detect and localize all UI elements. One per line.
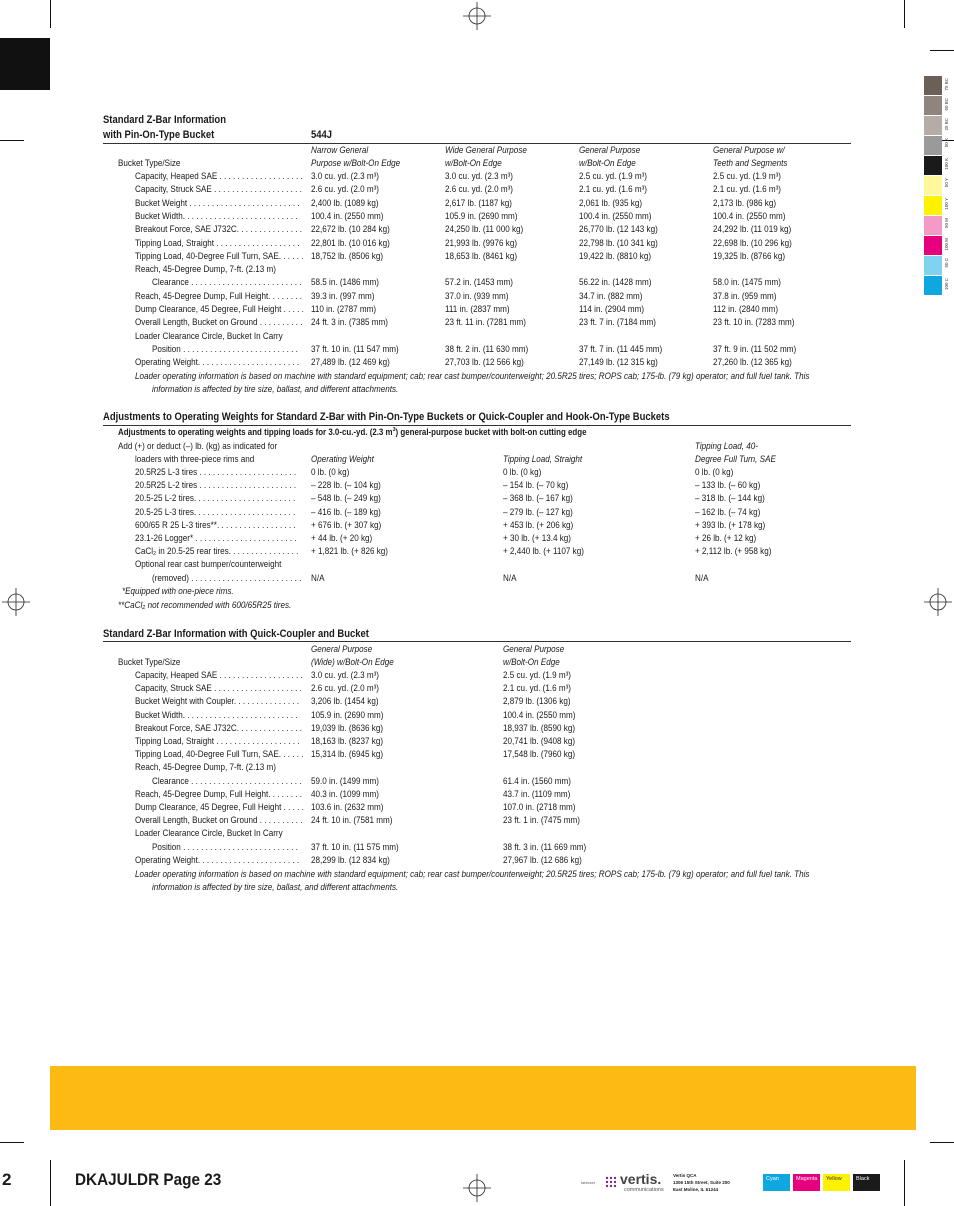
row-value: – 154 lb. (– 70 kg)	[503, 480, 569, 491]
row-label: Position . . . . . . . . . . . . . . . . . . . . . . . . . .	[152, 343, 298, 354]
color-swatch	[924, 116, 942, 135]
row-value: 23 ft. 7 in. (7184 mm)	[579, 317, 656, 328]
color-box-cyan: Cyan	[763, 1174, 790, 1191]
row-value: 58.5 in. (1486 mm)	[311, 277, 379, 288]
table-row	[0, 776, 954, 788]
color-box-black: Black	[853, 1174, 880, 1191]
row-value: 22,798 lb. (10 341 kg)	[579, 237, 658, 248]
color-swatch-label: 50 K	[944, 138, 949, 148]
row-value: N/A	[311, 572, 325, 583]
row-value: 3.0 cu. yd. (2.3 m³)	[311, 670, 379, 680]
intro-text-text: loaders with three-piece rims and	[135, 454, 255, 464]
footnote-text: information is affected by tire size, ballast, and different attachments.	[152, 384, 399, 394]
row-label: Tipping Load, Straight . . . . . . . . . . . . . . . . . . .	[135, 237, 300, 248]
bucket-type-label-text: Bucket Type/Size	[118, 657, 181, 667]
column-header-text: Tipping Load, 40-	[695, 441, 758, 451]
row-value: – 228 lb. (– 104 kg)	[311, 480, 381, 491]
row-value: – 416 lb. (– 189 kg)	[311, 506, 381, 517]
table-row	[0, 251, 954, 263]
row-value: 61.4 in. (1560 mm)	[503, 775, 571, 786]
table-row	[0, 696, 954, 708]
row-value: 22,698 lb. (10 296 kg)	[713, 237, 792, 248]
color-swatch	[924, 76, 942, 95]
row-value: 57.2 in. (1453 mm)	[445, 277, 513, 288]
table-row	[0, 723, 954, 735]
row-value: + 453 lb. (+ 206 kg)	[503, 519, 574, 530]
row-value: 40.3 in. (1099 mm)	[311, 788, 379, 799]
row-value: 43.7 in. (1109 mm)	[503, 788, 571, 799]
row-value: 110 in. (2787 mm)	[311, 304, 377, 314]
row-value: 107.0 in. (2718 mm)	[503, 802, 576, 812]
row-label: Reach, 45-Degree Dump, 7-ft. (2.13 m)	[135, 762, 276, 773]
row-value: 100.4 in. (2550 mm)	[503, 709, 576, 720]
row-value: – 318 lb. (– 144 kg)	[695, 493, 765, 504]
row-label: Reach, 45-Degree Dump, Full Height. . . . . . . .	[135, 788, 303, 799]
section3-rule	[103, 641, 851, 642]
accent-bar	[50, 1066, 916, 1130]
row-value: N/A	[695, 572, 709, 583]
row-value: 37 ft. 10 in. (11 575 mm)	[311, 841, 399, 852]
section2-title: Adjustments to Operating Weights for Standard Z-Bar with Pin-On-Type Buckets or Quick-Coupler and Hook-On-Type Buckets	[103, 411, 670, 423]
row-label: Tipping Load, 40-Degree Full Turn, SAE. . . . . .	[135, 250, 304, 261]
row-value: + 1,821 lb. (+ 826 kg)	[311, 546, 389, 557]
row-value: 37.0 in. (939 mm)	[445, 290, 509, 301]
table-row	[0, 533, 954, 545]
row-value: 0 lb. (0 kg)	[311, 467, 350, 477]
column-header-text: w/Bolt-On Edge	[579, 158, 636, 168]
table-row	[0, 670, 954, 682]
table-row	[0, 546, 954, 558]
row-value: N/A	[503, 572, 517, 583]
footnote-text: *Equipped with one-piece rims.	[122, 586, 234, 596]
row-value: 2.6 cu. yd. (2.0 m³)	[311, 683, 379, 694]
table-row	[0, 828, 954, 840]
row-value: 26,770 lb. (12 143 kg)	[579, 224, 658, 235]
row-value: 28,299 lb. (12 834 kg)	[311, 854, 390, 865]
footnote-text: Loader operating information is based on machine with standard equipment; cab; rear cast bumper/counterweight; 20.5R25 tires; ROPS cab; 175-lb. (79 kg) operator; and full fuel tank. This	[135, 371, 810, 381]
column-header-text: w/Bolt-On Edge	[503, 657, 560, 667]
column-header-text: (Wide) w/Bolt-On Edge	[311, 657, 394, 667]
crop-mark	[50, 0, 51, 28]
table-row	[0, 802, 954, 814]
row-value: + 2,112 lb. (+ 958 kg)	[695, 546, 772, 557]
crop-mark	[904, 1160, 905, 1206]
row-value: 111 in. (2837 mm)	[445, 304, 510, 314]
printer-address-1: Vertis QCA	[673, 1173, 697, 1178]
footnote-text: Loader operating information is based on machine with standard equipment; cab; rear cast bumper/counterweight; 20.5R25 tires; ROPS cab; 175-lb. (79 kg) operator; and full fuel tank. This	[135, 869, 810, 879]
row-value: 37 ft. 7 in. (11 445 mm)	[579, 343, 663, 354]
page-number: 2	[2, 1170, 12, 1189]
row-value: 2,617 lb. (1187 kg)	[445, 197, 512, 208]
crop-mark	[930, 1142, 954, 1143]
row-value: 100.4 in. (2550 mm)	[713, 210, 786, 221]
row-value: – 162 lb. (– 74 kg)	[695, 506, 761, 517]
row-value: 103.6 in. (2632 mm)	[311, 802, 384, 812]
footnote-text: **CaCl₂ not recommended with 600/65R25 tires.	[118, 600, 292, 610]
bucket-type-label-text: Bucket Type/Size	[118, 158, 181, 168]
row-label: 20.5-25 L-3 tires. . . . . . . . . . . . . . . . . . . . . . .	[135, 506, 296, 517]
row-label: Reach, 45-Degree Dump, 7-ft. (2.13 m)	[135, 264, 276, 275]
row-value: 24 ft. 10 in. (7581 mm)	[311, 815, 393, 826]
table-row	[0, 277, 954, 289]
table-row	[0, 184, 954, 196]
row-label: Breakout Force, SAE J732C. . . . . . . . . . . . . . .	[135, 722, 303, 733]
section2-rule	[103, 425, 851, 426]
row-value: 114 in. (2904 mm)	[579, 304, 645, 314]
table-row	[0, 357, 954, 369]
row-value: + 44 lb. (+ 20 kg)	[311, 533, 373, 543]
printer-address-2: 1306 15th Street, Suite 200	[673, 1180, 730, 1185]
column-header-text: w/Bolt-On Edge	[445, 158, 502, 168]
row-value: 58.0 in. (1475 mm)	[713, 277, 781, 288]
section1-title-line2: with Pin-On-Type Bucket	[103, 129, 215, 141]
row-value: 24,250 lb. (11 000 kg)	[445, 224, 524, 235]
row-value: 39.3 in. (997 mm)	[311, 290, 375, 301]
row-value: 0 lb. (0 kg)	[695, 467, 734, 477]
row-label: Overall Length, Bucket on Ground . . . . . . . . . .	[135, 317, 303, 328]
row-label: Operating Weight. . . . . . . . . . . . . . . . . . . . . . .	[135, 854, 300, 865]
row-value: 2.6 cu. yd. (2.0 m³)	[311, 184, 379, 195]
color-swatch-label: 50 M	[944, 218, 949, 229]
row-label: 20.5R25 L-2 tires . . . . . . . . . . . . . . . . . . . . . .	[135, 480, 297, 491]
row-value: 15,314 lb. (6945 kg)	[311, 749, 384, 760]
table-row	[0, 291, 954, 303]
table-row	[0, 736, 954, 748]
row-value: 3,206 lb. (1454 kg)	[311, 696, 379, 707]
table-row	[0, 211, 954, 223]
row-label: Loader Clearance Circle, Bucket In Carry	[135, 828, 283, 839]
row-value: 24,292 lb. (11 019 kg)	[713, 224, 792, 235]
section1-rule	[103, 143, 851, 144]
row-value: 105.9 in. (2690 mm)	[445, 210, 518, 221]
row-value: 105.9 in. (2690 mm)	[311, 709, 384, 720]
row-label: Bucket Width. . . . . . . . . . . . . . . . . . . . . . . . . .	[135, 709, 298, 720]
row-value: 2.1 cu. yd. (1.6 m³)	[503, 683, 571, 694]
row-value: 2.6 cu. yd. (2.0 m³)	[445, 184, 513, 195]
printer-address-3: East Moline, IL 61244	[673, 1187, 719, 1192]
table-row	[0, 573, 954, 585]
row-value: + 676 lb. (+ 307 kg)	[311, 519, 382, 530]
row-value: 19,422 lb. (8810 kg)	[579, 250, 652, 261]
row-value: 23 ft. 11 in. (7281 mm)	[445, 317, 526, 328]
row-value: 37 ft. 10 in. (11 547 mm)	[311, 343, 399, 354]
crop-mark	[0, 1142, 24, 1143]
model-number: 544J	[311, 129, 333, 141]
row-label: 23.1-26 Logger* . . . . . . . . . . . . . . . . . . . . . . .	[135, 533, 297, 543]
table-row	[0, 493, 954, 505]
row-value: 112 in. (2840 mm)	[713, 304, 779, 314]
section3-title: Standard Z-Bar Information with Quick-Coupler and Bucket	[103, 628, 369, 640]
table-row	[0, 238, 954, 250]
row-value: 3.0 cu. yd. (2.3 m³)	[311, 171, 379, 181]
column-header-text: General Purpose	[503, 644, 565, 654]
color-swatch	[924, 96, 942, 115]
row-value: 2,400 lb. (1089 kg)	[311, 197, 379, 208]
row-label: Position . . . . . . . . . . . . . . . . . . . . . . . . . .	[152, 841, 298, 852]
crop-mark	[50, 1160, 51, 1206]
row-label: 20.5-25 L-2 tires. . . . . . . . . . . . . . . . . . . . . . .	[135, 493, 296, 504]
row-label: Bucket Weight with Coupler. . . . . . . . . . . . . . .	[135, 696, 300, 707]
row-value: 23 ft. 1 in. (7475 mm)	[503, 815, 580, 826]
row-label: Capacity, Heaped SAE . . . . . . . . . . . . . . . . . . .	[135, 670, 303, 680]
table-row	[0, 317, 954, 329]
row-label: CaCl₂ in 20.5-25 rear tires. . . . . . . . . . . . . . . .	[135, 546, 299, 557]
intro-text-text: Add (+) or deduct (–) lb. (kg) as indicated for	[118, 441, 278, 451]
row-value: 27,260 lb. (12 365 kg)	[713, 357, 792, 368]
registration-mark-icon	[463, 1174, 491, 1202]
row-value: 27,149 lb. (12 315 kg)	[579, 357, 658, 368]
row-value: 2.1 cu. yd. (1.6 m³)	[713, 184, 781, 195]
row-value: 19,325 lb. (8766 kg)	[713, 250, 786, 261]
crop-mark	[904, 0, 905, 28]
table-row	[0, 683, 954, 695]
row-label: Optional rear cast bumper/counterweight	[135, 559, 282, 570]
table-row	[0, 467, 954, 479]
table-row	[0, 815, 954, 827]
row-value: 18,653 lb. (8461 kg)	[445, 250, 518, 261]
column-header-text: Degree Full Turn, SAE	[695, 454, 776, 464]
row-value: 2,061 lb. (935 kg)	[579, 197, 643, 208]
printer-tag: tableset	[581, 1180, 596, 1185]
table-row	[0, 344, 954, 356]
black-corner-tab	[0, 38, 50, 90]
column-header-text: Purpose w/Bolt-On Edge	[311, 158, 401, 168]
row-label: Breakout Force, SAE J732C. . . . . . . . . . . . . . .	[135, 224, 303, 235]
color-swatch-label: 100 Y	[944, 198, 949, 210]
column-header-text: Wide General Purpose	[445, 145, 527, 155]
row-label: Capacity, Struck SAE . . . . . . . . . . . . . . . . . . . .	[135, 184, 302, 195]
column-header-text: General Purpose	[311, 644, 373, 654]
row-label: (removed) . . . . . . . . . . . . . . . . . . . . . . . . .	[152, 572, 302, 583]
row-label: Capacity, Heaped SAE . . . . . . . . . . . . . . . . . . .	[135, 171, 303, 181]
row-label: Clearance . . . . . . . . . . . . . . . . . . . . . . . . .	[152, 277, 302, 288]
table-row	[0, 264, 954, 276]
row-label: Clearance . . . . . . . . . . . . . . . . . . . . . . . . .	[152, 775, 302, 786]
column-header-text: Narrow General	[311, 145, 369, 155]
table-row	[0, 789, 954, 801]
row-value: 2.5 cu. yd. (1.9 m³)	[503, 670, 571, 680]
color-swatch-label: 50 C	[944, 258, 949, 268]
table-row	[0, 331, 954, 343]
color-swatch-label: 100 C	[944, 278, 949, 291]
table-row	[0, 842, 954, 854]
table-row	[0, 480, 954, 492]
row-value: 18,937 lb. (8590 kg)	[503, 722, 576, 733]
registration-mark-icon	[924, 588, 952, 616]
row-label: Tipping Load, 40-Degree Full Turn, SAE. . . . . .	[135, 749, 304, 760]
row-value: 18,163 lb. (8237 kg)	[311, 736, 384, 746]
section1-title-line1: Standard Z-Bar Information	[103, 114, 226, 126]
row-label: Operating Weight. . . . . . . . . . . . . . . . . . . . . . .	[135, 357, 300, 368]
column-header-text: Operating Weight	[311, 454, 374, 464]
color-swatch-label: 50 BC	[944, 98, 949, 111]
table-row	[0, 507, 954, 519]
page-slug: DKAJULDR Page 23	[75, 1170, 222, 1189]
row-label: Dump Clearance, 45 Degree, Full Height . . . . .	[135, 802, 304, 812]
row-value: 2,879 lb. (1306 kg)	[503, 696, 571, 707]
column-header-text: Teeth and Segments	[713, 158, 788, 168]
color-swatch-label: 100 M	[944, 238, 949, 251]
row-value: 34.7 in. (882 mm)	[579, 290, 643, 301]
row-value: 2.5 cu. yd. (1.9 m³)	[713, 171, 781, 181]
row-value: – 133 lb. (– 60 kg)	[695, 480, 761, 491]
row-value: 100.4 in. (2550 mm)	[311, 210, 384, 221]
row-value: 20,741 lb. (9408 kg)	[503, 736, 576, 746]
table-row	[0, 304, 954, 316]
row-value: 27,703 lb. (12 566 kg)	[445, 357, 524, 368]
vertis-brand: vertis.	[620, 1171, 662, 1187]
row-value: 21,993 lb. (9976 kg)	[445, 237, 518, 248]
table-row	[0, 171, 954, 183]
row-label: Reach, 45-Degree Dump, Full Height. . . . . . . .	[135, 290, 303, 301]
row-value: 19,039 lb. (8636 kg)	[311, 722, 384, 733]
row-value: – 368 lb. (– 167 kg)	[503, 493, 573, 504]
column-header-text: General Purpose w/	[713, 145, 785, 155]
color-box-yellow: Yellow	[823, 1174, 850, 1191]
row-label: Dump Clearance, 45 Degree, Full Height . . . . .	[135, 304, 304, 314]
table-row	[0, 198, 954, 210]
row-label: Capacity, Struck SAE . . . . . . . . . . . . . . . . . . . .	[135, 683, 302, 694]
row-value: 59.0 in. (1499 mm)	[311, 775, 379, 786]
row-value: 27,489 lb. (12 469 kg)	[311, 357, 390, 368]
row-label: Bucket Width. . . . . . . . . . . . . . . . . . . . . . . . . .	[135, 210, 298, 221]
color-swatch-label: 75 BC	[944, 78, 949, 91]
section2-subtitle: Adjustments to operating weights and tipping loads for 3.0-cu.-yd. (2.3 $m^3$) general-purpose bucket with bolt-on cutting edge	[118, 427, 587, 437]
row-value: 56.22 in. (1428 mm)	[579, 277, 652, 288]
row-value: 17,548 lb. (7960 kg)	[503, 749, 576, 760]
row-value: 27,967 lb. (12 686 kg)	[503, 854, 582, 865]
row-value: – 279 lb. (– 127 kg)	[503, 506, 573, 517]
row-value: + 30 lb. (+ 13.4 kg)	[503, 533, 571, 543]
footnote-text: information is affected by tire size, ballast, and different attachments.	[152, 882, 399, 892]
row-label: Tipping Load, Straight . . . . . . . . . . . . . . . . . . .	[135, 736, 300, 746]
color-swatch-label: 100 K	[944, 158, 949, 170]
registration-mark-icon	[463, 2, 491, 30]
row-label: Bucket Weight . . . . . . . . . . . . . . . . . . . . . . . . .	[135, 197, 300, 208]
color-box-magenta: Magenta	[793, 1174, 820, 1191]
row-value: 0 lb. (0 kg)	[503, 467, 542, 477]
vertis-logo-icon	[605, 1175, 617, 1187]
row-value: + 26 lb. (+ 12 kg)	[695, 533, 757, 543]
row-value: 2,173 lb. (986 kg)	[713, 197, 777, 208]
table-row	[0, 762, 954, 774]
table-row	[0, 520, 954, 532]
row-value: 22,672 lb. (10 284 kg)	[311, 224, 390, 235]
registration-mark-icon	[2, 588, 30, 616]
row-value: 24 ft. 3 in. (7385 mm)	[311, 317, 388, 328]
row-value: 2.5 cu. yd. (1.9 m³)	[579, 171, 647, 181]
row-value: 38 ft. 2 in. (11 630 mm)	[445, 343, 529, 354]
color-swatch-label: 25 BC	[944, 118, 949, 131]
row-value: – 548 lb. (– 249 kg)	[311, 493, 381, 504]
row-value: 37 ft. 9 in. (11 502 mm)	[713, 343, 797, 354]
color-swatch	[924, 136, 942, 155]
table-row	[0, 710, 954, 722]
color-swatch-label: 50 Y	[944, 178, 949, 188]
row-value: 2.1 cu. yd. (1.6 m³)	[579, 184, 647, 195]
row-value: 37.8 in. (959 mm)	[713, 290, 777, 301]
table-row	[0, 855, 954, 867]
row-value: 100.4 in. (2550 mm)	[579, 210, 652, 221]
row-value: 23 ft. 10 in. (7283 mm)	[713, 317, 795, 328]
row-value: + 2,440 lb. (+ 1107 kg)	[503, 546, 584, 557]
row-label: Loader Clearance Circle, Bucket In Carry	[135, 330, 283, 341]
vertis-sub: communications	[624, 1187, 664, 1193]
crop-mark	[0, 140, 24, 141]
table-row	[0, 224, 954, 236]
row-label: Overall Length, Bucket on Ground . . . . . . . . . .	[135, 815, 303, 826]
column-header-text: General Purpose	[579, 145, 641, 155]
row-value: 3.0 cu. yd. (2.3 m³)	[445, 171, 513, 181]
row-label: 20.5R25 L-3 tires . . . . . . . . . . . . . . . . . . . . . .	[135, 467, 297, 477]
column-header-text: Tipping Load, Straight	[503, 454, 583, 464]
row-value: + 393 lb. (+ 178 kg)	[695, 519, 766, 530]
row-value: 18,752 lb. (8506 kg)	[311, 250, 384, 261]
row-label: 600/65 R 25 L-3 tires**. . . . . . . . . . . . . . . . . .	[135, 519, 296, 530]
table-row	[0, 559, 954, 571]
crop-mark	[930, 50, 954, 51]
table-row	[0, 749, 954, 761]
row-value: 38 ft. 3 in. (11 669 mm)	[503, 841, 587, 852]
row-value: 22,801 lb. (10 016 kg)	[311, 237, 390, 248]
